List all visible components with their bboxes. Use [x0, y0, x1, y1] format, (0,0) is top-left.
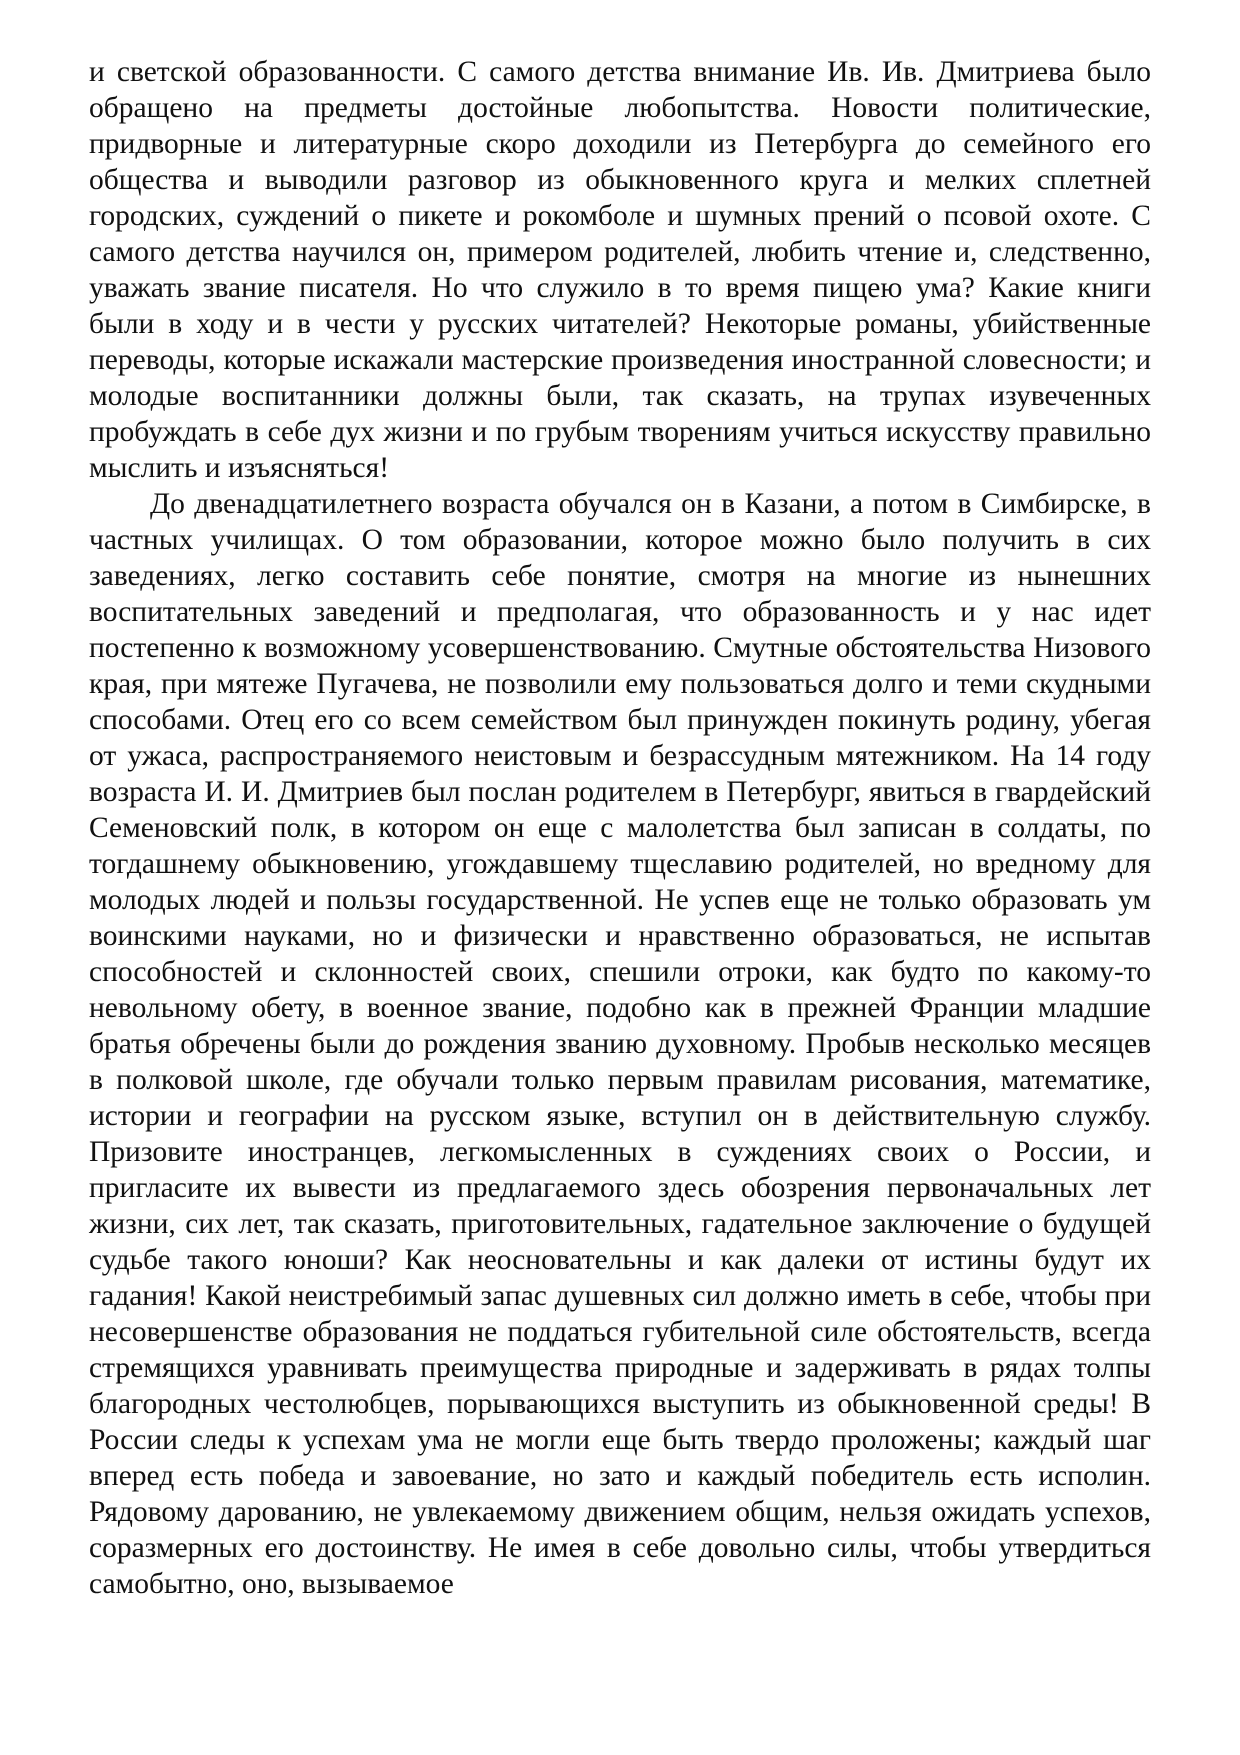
- paragraph-continuation: и светской образованности. С самого детства внимание Ив. Ив. Дмитриева было обращено на предметы достойные любопытства. Новости политические, придворные и литературные скоро доходили из Петербурга до семейного его общества и выводили разговор из обыкновенного круга и мелких сплетней городских, суждений о пикете и рокомболе и шумных прений о псовой охоте. С самого детства научился он, примером родителей, любить чтение и, следственно, уважать звание писателя. Но что служило в то время пищею ума? Какие книги были в ходу и в чести у русских читателей? Некоторые романы, убийственные переводы, которые искажали мастерские произведения иностранной словесности; и молодые воспитанники должны были, так сказать, на трупах изувеченных пробуждать в себе дух жизни и по грубым творениям учиться искусству правильно мыслить и изъясняться!: [89, 56, 1151, 484]
- document-page: [89, 54, 1151, 1602]
- paragraph-education: До двенадцатилетнего возраста обучался он в Казани, а потом в Симбирске, в частных училищах. О том образовании, которое можно было получить в сих заведениях, легко составить себе понятие, смотря на многие из нынешних воспитательных заведений и предполагая, что образованность и у нас идет постепенно к возможному усовершенствованию. Смутные обстоятельства Низового края, при мятеже Пугачева, не позволили ему пользоваться долго и теми скудными способами. Отец его со всем семейством был принужден покинуть родину, убегая от ужаса, распространяемого неистовым и безрассудным мятежником. На 14 году возраста И. И. Дмитриев был послан родителем в Петербург, явиться в гвардейский Семеновский полк, в котором он еще с малолетства был записан в солдаты, по тогдашнему обыкновению, угождавшему тщеславию родителей, но вредному для молодых людей и пользы государственной. Не успев еще не только образовать ум воинскими науками, но и физически и нравственно образоваться, не испытав способностей и склонностей своих, спешили отроки, как будто по какому-то невольному обету, в военное звание, подобно как в прежней Франции младшие братья обречены были до рождения званию духовному. Пробыв несколько месяцев в полковой школе, где обучали только первым правилам рисования, математике, истории и географии на русском языке, вступил он в действительную службу. Призовите иностранцев, легкомысленных в суждениях своих о России, и пригласите их вывести из предлагаемого здесь обозрения первоначальных лет жизни, сих лет, так сказать, приготовительных, гадательное заключение о будущей судьбе такого юноши? Как неосновательны и как далеки от истины будут их гадания! Какой неистребимый запас душевных сил должно иметь в себе, чтобы при несовершенстве образования не поддаться губительной силе обстоятельств, всегда стремящихся уравнивать преимущества природные и задерживать в рядах толпы благородных честолюбцев, порывающихся выступить из обыкновенной среды! В России следы к успехам ума не могли еще быть твердо проложены; каждый шаг вперед есть победа и завоевание, но зато и каждый победитель есть исполин. Рядовому дарованию, не увлекаемому движением общим, нельзя ожидать успехов, соразмерных его достоинству. Не имея в себе довольно силы, чтобы утвердиться самобытно, оно, вызываемое: [89, 488, 1151, 1600]
